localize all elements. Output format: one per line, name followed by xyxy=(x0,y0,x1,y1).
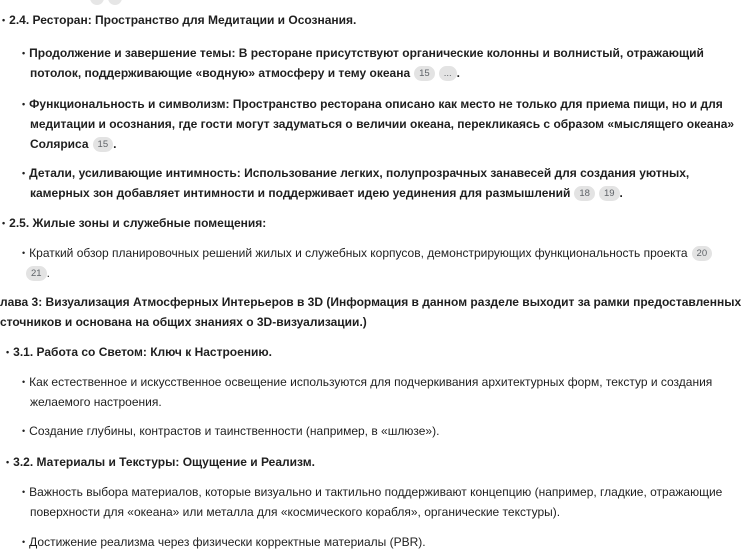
bullet: • xyxy=(22,377,26,387)
list-item: • Краткий обзор планировочных решений жилых и служебных корпусов, демонстрирующих функциональность проекта 20 xyxy=(22,243,712,263)
chapter-3-heading-continuation: сточников и основана на общих знаниях о 3D-визуализации.) xyxy=(0,315,367,329)
bullet: • xyxy=(22,487,26,497)
list-item: • Функциональность и символизм: Пространство ресторана описано как место не только для приема пищи, но и для xyxy=(22,94,723,114)
list-item-continuation: желаемого настроения. xyxy=(30,395,162,409)
list-item: • Важность выбора материалов, которые визуально и тактильно поддерживают концепцию (например, гладкие, отражающие xyxy=(22,482,722,502)
bullet: • xyxy=(22,48,26,58)
section-3-2-heading: • 3.2. Материалы и Текстуры: Ощущение и Реализм. xyxy=(6,452,315,472)
bullet: • xyxy=(22,168,26,178)
list-item: • Продолжение и завершение темы: В ресторане присутствуют органические колонны и волнистый, отражающий xyxy=(22,43,704,63)
list-item: • Достижение реализма через физически корректные материалы (PBR). xyxy=(22,532,426,552)
bullet: • xyxy=(22,426,26,436)
top-decoration xyxy=(90,0,130,2)
bullet: • xyxy=(22,99,26,109)
list-item-continuation: поверхности для «океана» или металла для «космического корабля», органические текстуры). xyxy=(30,505,561,519)
citation-chip-more[interactable]: ... xyxy=(439,66,457,81)
citation-chip[interactable]: 15 xyxy=(93,137,114,152)
section-2-5-heading: • 2.5. Жилые зоны и служебные помещения: xyxy=(2,213,266,233)
section-3-1-heading: • 3.1. Работа со Светом: Ключ к Настроению. xyxy=(6,342,272,362)
citation-chip[interactable]: 20 xyxy=(692,246,713,261)
list-item-continuation: потолок, поддерживающие «водную» атмосферу и тему океана 15 ... . xyxy=(30,66,460,80)
chapter-3-heading: лава 3: Визуализация Атмосферных Интерьеров в 3D (Информация в данном разделе выходит за рамки предоставленных xyxy=(0,295,742,309)
bullet: • xyxy=(6,457,10,467)
list-item: • Как естественное и искусственное освещение используются для подчеркивания архитектурных форм, текстур и создания xyxy=(22,372,712,392)
list-item-continuation: камерных зон добавляет интимности и поддерживает идею уединения для размышлений 18 19 . xyxy=(30,186,623,200)
list-item: • Создание глубины, контрастов и таинственности (например, в «шлюзе»). xyxy=(22,421,439,441)
list-item-continuation: медитации и осознания, где гости могут задуматься о величии океана, перекликаясь с образом «мыслящего океана» xyxy=(30,117,735,131)
bullet: • xyxy=(2,15,6,25)
bullet: • xyxy=(22,248,26,258)
section-2-4-heading: • 2.4. Ресторан: Пространство для Медитации и Осознания. xyxy=(2,10,356,30)
citation-chip[interactable]: 21 xyxy=(26,266,47,281)
citation-chip[interactable]: 18 xyxy=(574,186,595,201)
bullet: • xyxy=(22,537,26,547)
list-item-continuation: 21 . xyxy=(26,263,50,283)
bullet: • xyxy=(6,347,10,357)
bullet: • xyxy=(2,218,6,228)
list-item: • Детали, усиливающие интимность: Использование легких, полупрозрачных занавесей для создания уютных, xyxy=(22,163,689,183)
citation-chip[interactable]: 15 xyxy=(414,66,435,81)
list-item-continuation: Соляриса 15 . xyxy=(30,137,117,151)
citation-chip[interactable]: 19 xyxy=(599,186,620,201)
